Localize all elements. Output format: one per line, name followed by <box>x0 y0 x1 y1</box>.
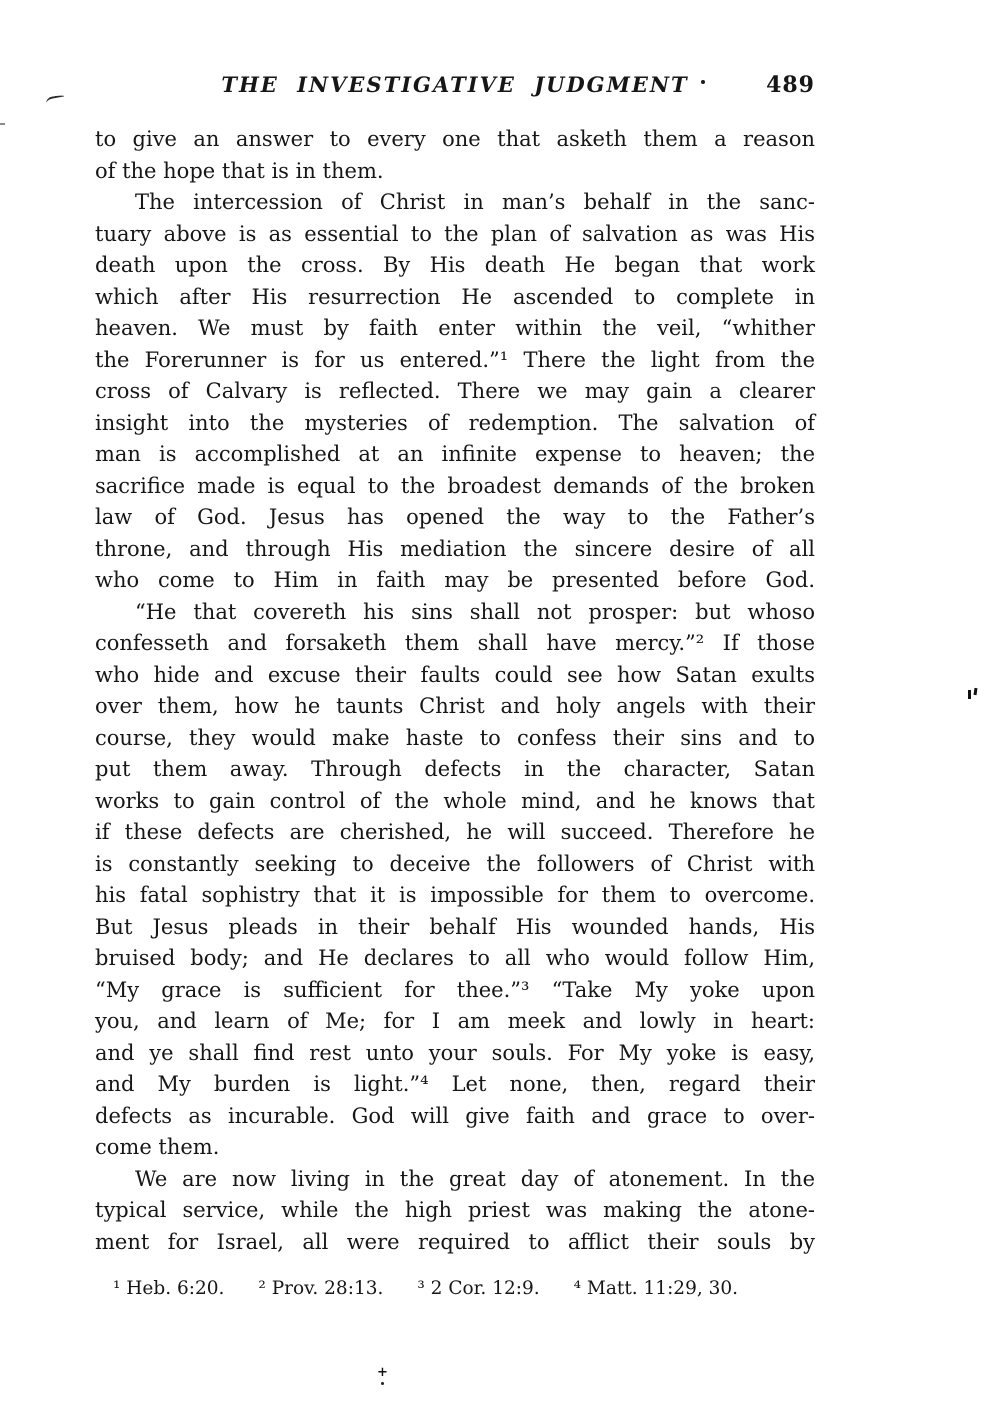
body-line: heaven. We must by faith enter within the veil, “whither <box>95 316 815 340</box>
body-line: to give an answer to every one that asketh them a reason <box>95 127 815 151</box>
running-head <box>95 72 815 102</box>
body-line: is constantly seeking to deceive the followers of Christ with <box>95 851 815 876</box>
margin-tick-artifact <box>968 690 971 699</box>
plus-speck-artifact: + <box>377 1365 388 1380</box>
body-line: throne, and through His mediation the sincere desire of all <box>95 536 815 561</box>
body-line: cross of Calvary is reflected. There we may gain a clearer <box>95 379 815 403</box>
body-line: law of God. Jesus has opened the way to the Father’s <box>95 505 815 529</box>
body-line: The intercession of Christ in man’s behalf in the sanc- <box>135 190 815 214</box>
body-line: man is accomplished at an infinite expense to heaven; the <box>95 442 815 466</box>
pen-stroke-artifact <box>45 94 65 107</box>
body-line: who hide and excuse their faults could see how Satan exults <box>95 662 815 687</box>
body-line: “He that covereth his sins shall not prosper: but whoso <box>135 599 815 624</box>
body-line: who come to Him in faith may be presented before God. <box>95 568 815 592</box>
body-line: which after His resurrection He ascended to complete in <box>95 284 815 309</box>
body-line: But Jesus pleads in their behalf His wounded hands, His <box>95 914 815 939</box>
footnote-ref: ⁴ Matt. 11:29, 30. <box>573 1278 739 1299</box>
body-line: and ye shall find rest unto your souls. For My yoke is easy, <box>95 1040 815 1065</box>
body-line: works to gain control of the whole mind, and he knows that <box>95 788 815 813</box>
body-line: typical service, while the high priest was making the atone- <box>95 1198 815 1222</box>
footnotes-row <box>113 1278 738 1299</box>
body-line: tuary above is as essential to the plan of salvation as was His <box>95 221 815 246</box>
body-line: you, and learn of Me; for I am meek and lowly in heart: <box>95 1009 815 1033</box>
body-line: “My grace is sufficient for thee.”³ “Take My yoke upon <box>95 977 815 1002</box>
body-line: his fatal sophistry that it is impossible for them to overcome. <box>95 883 815 907</box>
footnote-ref: ¹ Heb. 6:20. <box>113 1278 225 1299</box>
body-line: sacrifice made is equal to the broadest demands of the broken <box>95 473 815 498</box>
body-line: death upon the cross. By His death He began that work <box>95 253 815 277</box>
body-line: defects as incurable. God will give faith and grace to over- <box>95 1103 815 1128</box>
footnote-ref: ² Prov. 28:13. <box>258 1278 384 1299</box>
chapter-title: THE INVESTIGATIVE JUDGMENT <box>221 72 689 97</box>
body-line: insight into the mysteries of redemption. The salvation of <box>95 410 815 435</box>
body-text-column <box>95 124 815 1258</box>
body-line: and My burden is light.”⁴ Let none, then, regard their <box>95 1072 815 1096</box>
margin-tick-artifact <box>974 688 977 695</box>
body-line: of the hope that is in them. <box>95 158 384 183</box>
page-number: 489 <box>766 72 815 98</box>
body-line: confesseth and forsaketh them shall have mercy.”² If those <box>95 631 815 655</box>
body-line: over them, how he taunts Christ and holy angels with their <box>95 694 815 718</box>
footnote-ref: ³ 2 Cor. 12:9. <box>417 1278 540 1299</box>
body-line: course, they would make haste to confess their sins and to <box>95 725 815 750</box>
body-line: come them. <box>95 1135 220 1159</box>
body-line: put them away. Through defects in the character, Satan <box>95 757 815 781</box>
body-line: if these defects are cherished, he will succeed. Therefore he <box>95 820 815 844</box>
edge-dash-artifact <box>0 123 5 125</box>
dot-speck-artifact <box>381 1382 384 1385</box>
body-line: the Forerunner is for us entered.”¹ There the light from the <box>95 347 815 372</box>
body-line: bruised body; and He declares to all who would follow Him, <box>95 946 815 970</box>
dot-artifact <box>701 80 705 84</box>
body-line: We are now living in the great day of atonement. In the <box>135 1166 815 1191</box>
body-line: ment for Israel, all were required to afflict their souls by <box>95 1229 815 1254</box>
